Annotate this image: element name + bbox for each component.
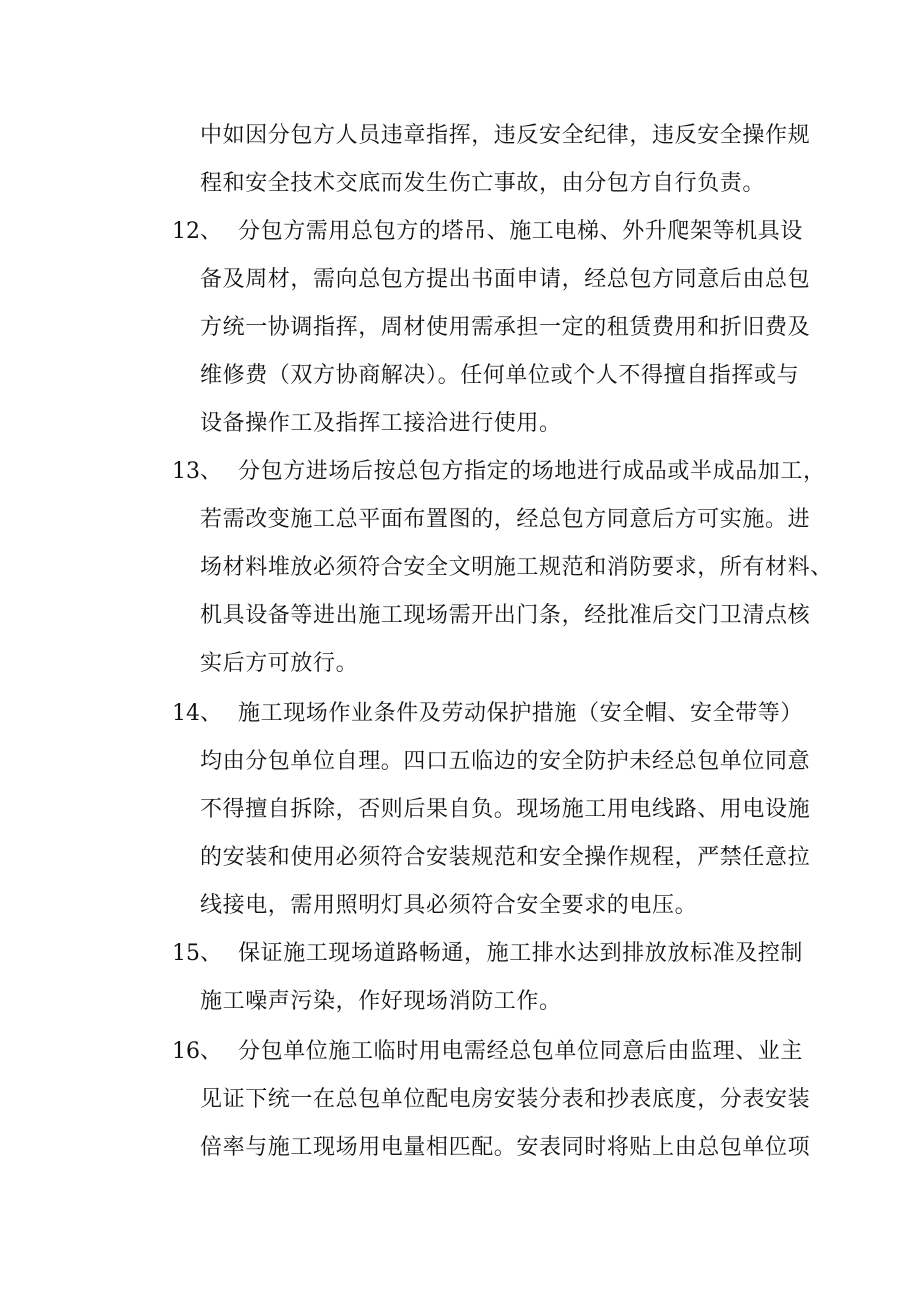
item-line: 备及周材，需向总包方提出书面申请，经总包方同意后由总包 bbox=[200, 267, 811, 292]
item-line: 实后方可放行。 bbox=[200, 651, 359, 676]
item-line: 分包方进场后按总包方指定的场地进行成品或半成品加工， bbox=[238, 459, 826, 484]
item-line: 若需改变施工总平面布置图的，经总包方同意后方可实施。进 bbox=[200, 507, 811, 532]
item-line: 倍率与施工现场用电量相匹配。安表同时将贴上由总包单位项 bbox=[200, 1135, 811, 1160]
item-line: 方统一协调指挥，周材使用需承担一定的租赁费用和折旧费及 bbox=[200, 315, 811, 340]
item-line: 施工现场作业条件及劳动保护措施（安全帽、安全带等） bbox=[238, 701, 804, 726]
item-line: 分包单位施工临时用电需经总包单位同意后由监理、业主 bbox=[238, 1039, 804, 1064]
item-line: 保证施工现场道路畅通，施工排水达到排放放标准及控制 bbox=[238, 941, 804, 966]
item-line: 见证下统一在总包单位配电房安装分表和抄表底度，分表安装 bbox=[200, 1087, 811, 1112]
item-line: 不得擅自拆除，否则后果自负。现场施工用电线路、用电设施 bbox=[200, 797, 811, 822]
item-line: 的安装和使用必须符合安装规范和安全操作规程，严禁任意拉 bbox=[200, 845, 811, 870]
item-line: 施工噪声污染，作好现场消防工作。 bbox=[200, 989, 562, 1014]
item-number: 13、 bbox=[172, 459, 222, 484]
item-line: 场材料堆放必须符合安全文明施工规范和消防要求，所有材料、 bbox=[200, 555, 833, 580]
item-line: 均由分包单位自理。四口五临边的安全防护未经总包单位同意 bbox=[200, 749, 811, 774]
item-line: 机具设备等进出施工现场需开出门条，经批准后交门卫清点核 bbox=[200, 603, 811, 628]
item-line: 线接电，需用照明灯具必须符合安全要求的电压。 bbox=[200, 893, 698, 918]
item-line: 维修费（双方协商解决）。任何单位或个人不得擅自指挥或与 bbox=[200, 363, 800, 388]
item-number: 12、 bbox=[172, 219, 222, 244]
continuation-line: 程和安全技术交底而发生伤亡事故，由分包方自行负责。 bbox=[200, 171, 766, 196]
item-line: 设备操作工及指挥工接洽进行使用。 bbox=[200, 411, 562, 436]
item-number: 15、 bbox=[172, 941, 222, 966]
item-number: 16、 bbox=[172, 1039, 222, 1064]
item-line: 分包方需用总包方的塔吊、施工电梯、外升爬架等机具设 bbox=[238, 219, 804, 244]
item-number: 14、 bbox=[172, 701, 222, 726]
continuation-line: 中如因分包方人员违章指挥，违反安全纪律，违反安全操作规 bbox=[200, 123, 811, 148]
